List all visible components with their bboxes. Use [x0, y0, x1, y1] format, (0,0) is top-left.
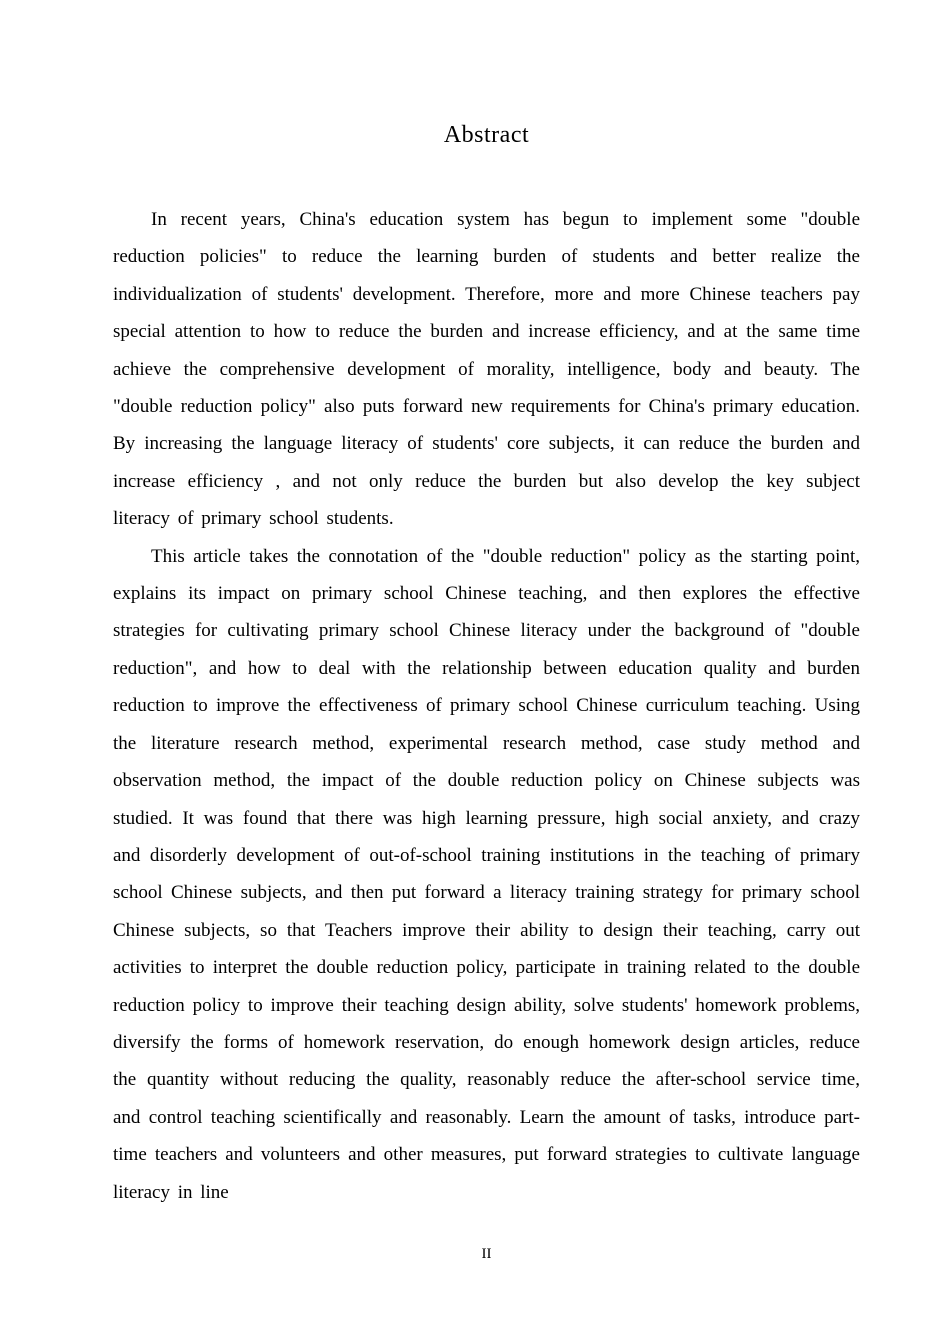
- page-number: II: [481, 1246, 492, 1262]
- document-page: [113, 0, 860, 1344]
- abstract-title: Abstract: [443, 122, 530, 148]
- abstract-paragraph-1: In recent years, China's education system has begun to implement some "double reduction policies" to reduce the learning burden of students and better realize the individualization of students' development. Therefore, more and more Chinese teachers pay special attention to how to reduce the burden and increase efficiency, and at the same time achieve the comprehensive development of morality, intelligence, body and beauty. The "double reduction policy" also puts forward new requirements for China's primary education. By increasing the language literacy of students' core subjects, it can reduce the burden and increase efficiency , and not only reduce the burden but also develop the key subject literacy of primary school students.: [113, 209, 860, 530]
- abstract-paragraph-2: This article takes the connotation of the "double reduction" policy as the starting point, explains its impact on primary school Chinese teaching, and then explores the effective strategies for cultivating primary school Chinese literacy under the background of "double reduction", and how to deal with the relationship between education quality and burden reduction to improve the effectiveness of primary school Chinese curriculum teaching. Using the literature research method, experimental research method, case study method and observation method, the impact of the double reduction policy on Chinese subjects was studied. It was found that there was high learning pressure, high social anxiety, and crazy and disorderly development of out-of-school training institutions in the teaching of primary school Chinese subjects, and then put forward a literacy training strategy for primary school Chinese subjects, so that Teachers improve their ability to design their teaching, carry out activities to interpret the double reduction policy, participate in training related to the double reduction policy to improve their teaching design ability, solve students' homework problems, diversify the forms of homework reservation, do enough homework design articles, reduce the quantity without reducing the quality, reasonably reduce the after-school service time, and control teaching scientifically and reasonably. Learn the amount of tasks, introduce part-time teachers and volunteers and other measures, put forward strategies to cultivate language literacy in line: [113, 545, 860, 1203]
